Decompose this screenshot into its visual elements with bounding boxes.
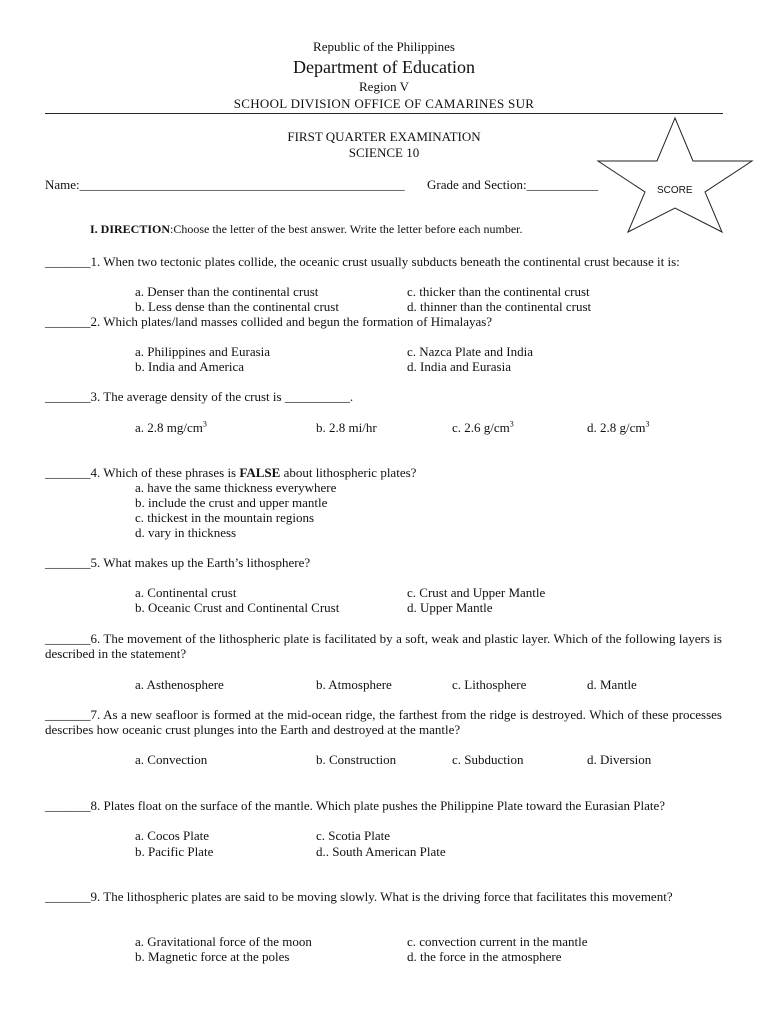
q1-choice-b: b. Less dense than the continental crust <box>135 299 339 314</box>
score-star-icon <box>596 116 754 234</box>
q5-choice-c: c. Crust and Upper Mantle <box>407 585 546 600</box>
division-heading: SCHOOL DIVISION OFFICE OF CAMARINES SUR <box>233 96 535 111</box>
header-divider <box>45 113 723 114</box>
direction-text <box>90 222 523 237</box>
q6-choice-a: a. Asthenosphere <box>135 677 224 692</box>
q4-choice-c: c. thickest in the mountain regions <box>135 510 315 525</box>
q3-choice-a: a. 2.8 $mg/cm^3$ <box>135 419 207 435</box>
q7-choice-c: c. Subduction <box>452 752 524 767</box>
q4-choice-d: d. vary in thickness <box>135 525 237 540</box>
question-7: _______7. As a new seafloor is formed at the mid-ocean ridge, the farthest from the ridge is destroyed. Which of these processes describes how oceanic crust plunges into the Earth and destroyed at the mantle? <box>45 707 722 737</box>
q8-choice-c: c. Scotia Plate <box>316 828 391 843</box>
question-8: _______8. Plates float on the surface of the mantle. Which plate pushes the Philippine Plate toward the Eurasian Plate? <box>45 798 665 813</box>
exam-subject: SCIENCE 10 <box>348 145 420 160</box>
q9-choice-b: b. Magnetic force at the poles <box>135 949 290 964</box>
q1-choice-a: a. Denser than the continental crust <box>135 284 319 299</box>
q3-choice-b: b. 2.8 mi/hr <box>316 420 377 435</box>
question-2: _______2. Which plates/land masses collided and begun the formation of Himalayas? <box>45 314 493 329</box>
grade-section-field[interactable]: Grade and Section:___________ <box>427 177 599 192</box>
question-6: _______6. The movement of the lithospheric plate is facilitated by a soft, weak and plastic layer. Which of the following layers is described in the statement? <box>45 631 722 661</box>
q6-choice-b: b. Atmosphere <box>316 677 392 692</box>
q7-choice-b: b. Construction <box>316 752 397 767</box>
q9-choice-d: d. the force in the atmosphere <box>407 949 562 964</box>
direction-body: :Choose the letter of the best answer. Write the letter before each number. <box>170 222 523 236</box>
q8-choice-a: a. Cocos Plate <box>135 828 210 843</box>
q3-choice-c: c. 2.6 $g/cm^3$ <box>452 419 514 435</box>
q6-choice-d: d. Mantle <box>587 677 637 692</box>
question-1: _______1. When two tectonic plates collide, the oceanic crust usually subducts beneath the continental crust because it is: <box>45 254 680 269</box>
q1-choice-c: c. thicker than the continental crust <box>407 284 590 299</box>
department-heading: Department of Education <box>293 57 475 77</box>
direction-label: I. DIRECTION <box>90 222 171 236</box>
q5-choice-a: a. Continental crust <box>135 585 237 600</box>
region-heading: Region V <box>359 79 409 94</box>
q1-choice-d: d. thinner than the continental crust <box>407 299 592 314</box>
q2-choice-d: d. India and Eurasia <box>407 359 511 374</box>
q9-choice-c: c. convection current in the mantle <box>407 934 588 949</box>
q4-choice-a: a. have the same thickness everywhere <box>135 480 337 495</box>
q8-choice-d: d.. South American Plate <box>316 844 446 859</box>
q5-choice-d: d. Upper Mantle <box>407 600 493 615</box>
score-label: SCORE <box>657 185 693 196</box>
q2-choice-c: c. Nazca Plate and India <box>407 344 533 359</box>
question-9: _______9. The lithospheric plates are said to be moving slowly. What is the driving force that facilitates this movement? <box>45 889 673 904</box>
question-4: _______4. Which of these phrases is FALSE about lithospheric plates? <box>45 465 417 480</box>
question-3: _______3. The average density of the crust is __________. <box>45 389 354 404</box>
q9-choice-a: a. Gravitational force of the moon <box>135 934 312 949</box>
name-field[interactable]: Name:__________________________________________________ <box>45 177 405 192</box>
q7-choice-d: d. Diversion <box>587 752 652 767</box>
republic-heading: Republic of the Philippines <box>313 39 455 54</box>
q2-choice-b: b. India and America <box>135 359 245 374</box>
q7-choice-a: a. Convection <box>135 752 208 767</box>
q5-choice-b: b. Oceanic Crust and Continental Crust <box>135 600 340 615</box>
q3-choice-d: d. 2.8 $g/cm^3$ <box>587 419 650 435</box>
question-5: _______5. What makes up the Earth’s lithosphere? <box>45 555 311 570</box>
q8-choice-b: b. Pacific Plate <box>135 844 214 859</box>
q6-choice-c: c. Lithosphere <box>452 677 527 692</box>
exam-title: FIRST QUARTER EXAMINATION <box>287 129 481 144</box>
q4-choice-b: b. include the crust and upper mantle <box>135 495 328 510</box>
q2-choice-a: a. Philippines and Eurasia <box>135 344 271 359</box>
